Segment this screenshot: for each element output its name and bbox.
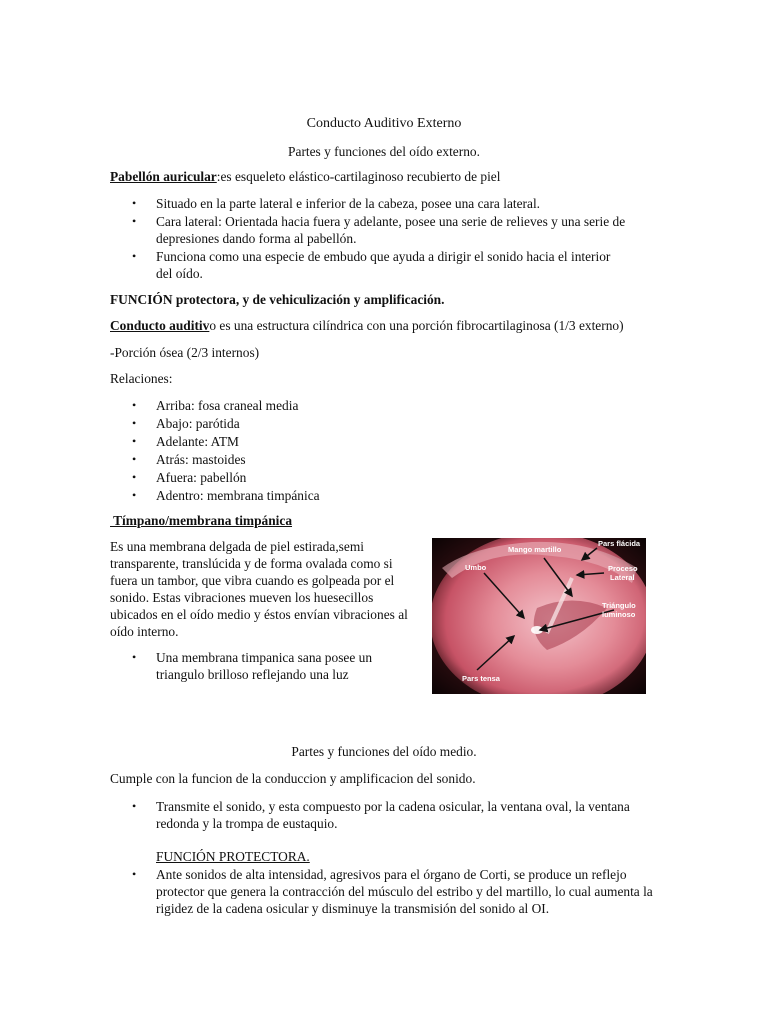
list-item: • Adelante: ATM <box>132 434 239 449</box>
list-item: • Arriba: fosa craneal media <box>132 398 299 413</box>
middle-ear-intro: Cumple con la funcion de la conduccion y amplificacion del sonido. <box>110 771 476 786</box>
bullet-icon: • <box>132 470 137 484</box>
bullet-icon: • <box>132 214 137 228</box>
list-item: • Transmite el sonido, y esta compuesto por la cadena osicular, la ventana oval, la ventana redonda y la trompa de eustaquio. <box>132 799 630 831</box>
pabellon-list <box>110 195 658 283</box>
label-mango-martillo: Mango martillo <box>508 545 562 554</box>
bullet-icon: • <box>132 249 137 263</box>
label-proceso: Proceso <box>608 564 638 573</box>
bullet-icon: • <box>132 416 137 430</box>
conducto-heading: Conducto auditiv <box>110 318 210 333</box>
list-item: • Una membrana timpanica sana posee un triangulo brilloso reflejando una luz <box>132 650 373 682</box>
bullet-icon: • <box>132 867 137 881</box>
pabellon-heading: Pabellón auricular <box>110 169 217 184</box>
section-subtitle-outer-ear: Partes y funciones del oído externo. <box>288 144 480 159</box>
tympanic-membrane-illustration <box>432 538 646 694</box>
funcion-protectora-heading: FUNCIÓN PROTECTORA. <box>156 849 310 864</box>
list-item: • Abajo: parótida <box>132 416 240 431</box>
conducto-text: o es una estructura cilíndrica con una porción fibrocartilaginosa (1/3 externo) <box>209 318 624 333</box>
relaciones-list <box>110 397 658 505</box>
timpano-list <box>110 649 410 684</box>
middle-ear-list <box>110 798 650 833</box>
tympanic-membrane-photo <box>432 538 646 694</box>
bullet-icon: • <box>132 650 137 664</box>
list-item: • Afuera: pabellón <box>132 470 247 485</box>
bullet-icon: • <box>132 799 137 813</box>
label-triangulo: Triángulo <box>602 601 636 610</box>
document-title: Conducto Auditivo Externo <box>306 116 462 131</box>
list-item: • Funciona como una especie de embudo que ayuda a dirigir el sonido hacia el interior del oído. <box>132 249 611 281</box>
label-pars-tensa: Pars tensa <box>462 674 500 683</box>
bullet-icon: • <box>132 434 137 448</box>
pabellon-paragraph <box>110 168 658 185</box>
porcion-osea: -Porción ósea (2/3 internos) <box>110 345 260 360</box>
list-item: • Adentro: membrana timpánica <box>132 488 320 503</box>
label-umbo: Umbo <box>465 563 487 572</box>
timpano-heading: Tímpano/membrana timpánica <box>110 513 293 528</box>
list-item: • Cara lateral: Orientada hacia fuera y adelante, posee una serie de relieves y una serie de depresiones dando forma al pabellón. <box>132 214 626 246</box>
section-subtitle-middle-ear: Partes y funciones del oído medio. <box>291 744 477 759</box>
funcion-protectora-list <box>110 866 658 918</box>
label-lateral: Lateral <box>610 573 635 582</box>
bullet-icon: • <box>132 488 137 502</box>
timpano-paragraph: Es una membrana delgada de piel estirada,semi transparente, translúcida y de forma ovalada como si fuera un tambor, que vibra cuando es golpeada por el sonido. Estas vibraciones mueven los huesecillos ubicados en el oído medio y éstos envían vibraciones al oído interno. <box>110 539 408 639</box>
conducto-paragraph <box>110 317 670 334</box>
pabellon-text: :es esqueleto elástico-cartilaginoso recubierto de piel <box>216 169 501 184</box>
list-item: • Situado en la parte lateral e inferior de la cabeza, posee una cara lateral. <box>132 196 541 211</box>
bullet-icon: • <box>132 452 137 466</box>
label-luminoso: luminoso <box>602 610 636 619</box>
bullet-icon: • <box>132 398 137 412</box>
label-pars-flaccida: Pars flácida <box>598 539 641 548</box>
relaciones-label: Relaciones: <box>110 371 173 386</box>
list-item: • Ante sonidos de alta intensidad, agresivos para el órgano de Corti, se produce un reflejo protector que genera la contracción del músculo del estribo y del martillo, lo cual aumenta la rigidez de la cadena osicular y disminuye la transmisión del sonido al OI. <box>132 867 653 916</box>
bullet-icon: • <box>132 196 137 210</box>
funcion-line: FUNCIÓN protectora, y de vehiculización y amplificación. <box>110 292 445 307</box>
list-item: • Atrás: mastoides <box>132 452 246 467</box>
